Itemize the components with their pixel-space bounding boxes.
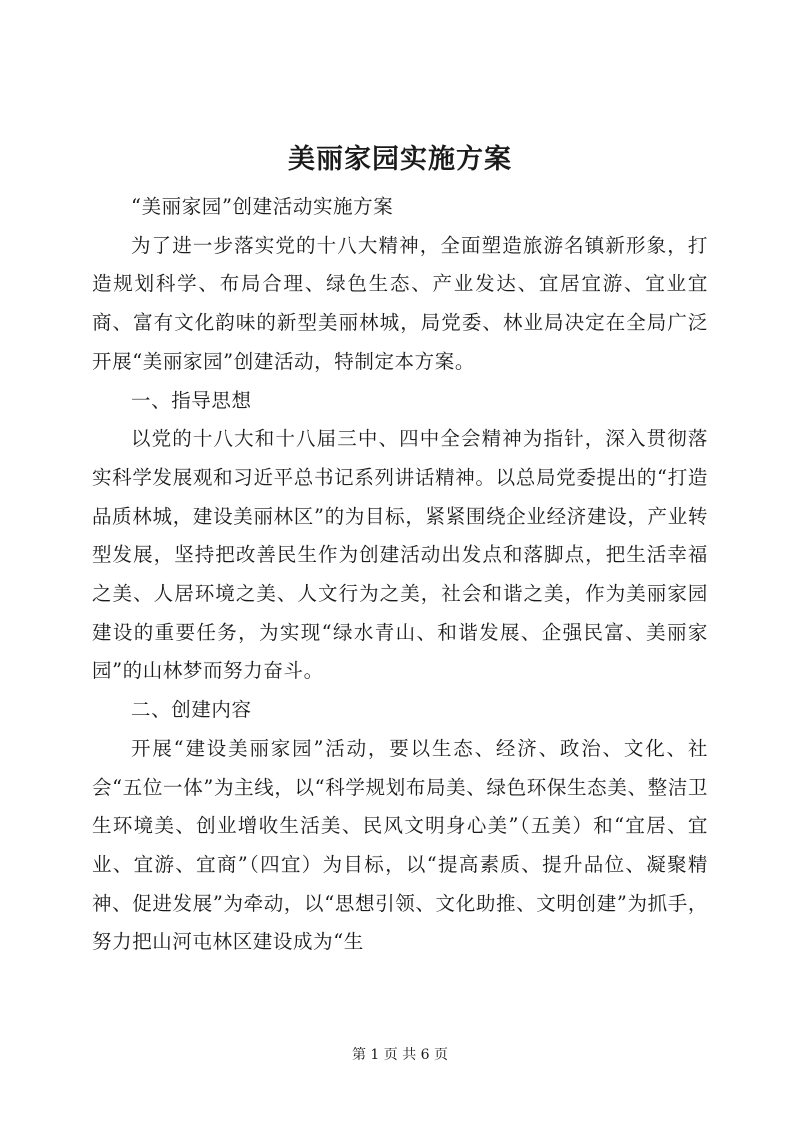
document-body — [92, 188, 708, 962]
document-title: 美丽家园实施方案 — [288, 144, 512, 175]
section-heading-guiding-thought: 一、指导思想 — [131, 388, 252, 412]
page-footer: 第 1 页 共 6 页 — [351, 1047, 449, 1063]
subtitle-paragraph: “美丽家园”创建活动实施方案 — [131, 195, 394, 218]
section-heading-content: 二、创建内容 — [131, 698, 252, 722]
guiding-thought-paragraph: 以党的十八大和十八届三中、四中全会精神为指针，深入贯彻落实科学发展观和习近平总书记系列讲话精神。以总局党委提出的“打造品质林城，建设美丽林区”的为目标，紧紧围绕企业经济建设，产业转型发展，坚持把改善民生作为创建活动出发点和落脚点，把生活幸福之美、人居环境之美、人文行为之美，社会和谐之美，作为美丽家园建设的重要任务，为实现“绿水青山、和谐发展、企强民富、美丽家园”的山林梦而努力奋斗。 — [92, 427, 708, 683]
content-paragraph: 开展“建设美丽家园”活动，要以生态、经济、政治、文化、社会“五位一体”为主线，以“科学规划布局美、绿色环保生态美、整洁卫生环境美、创业增收生活美、民风文明身心美”（五美）和“宜居、宜业、宜游、宜商”（四宜）为目标，以“提高素质、提升品位、凝聚精神、促进发展”为牵动，以“思想引领、文化助推、文明创建”为抓手，努力把山河屯林区建设成为“生 — [92, 736, 708, 954]
intro-paragraph: 为了进一步落实党的十八大精神，全面塑造旅游名镇新形象，打造规划科学、布局合理、绿色生态、产业发达、宜居宜游、宜业宜商、富有文化韵味的新型美丽林城，局党委、林业局决定在全局广泛开展“美丽家园”创建活动，特制定本方案。 — [92, 233, 708, 373]
